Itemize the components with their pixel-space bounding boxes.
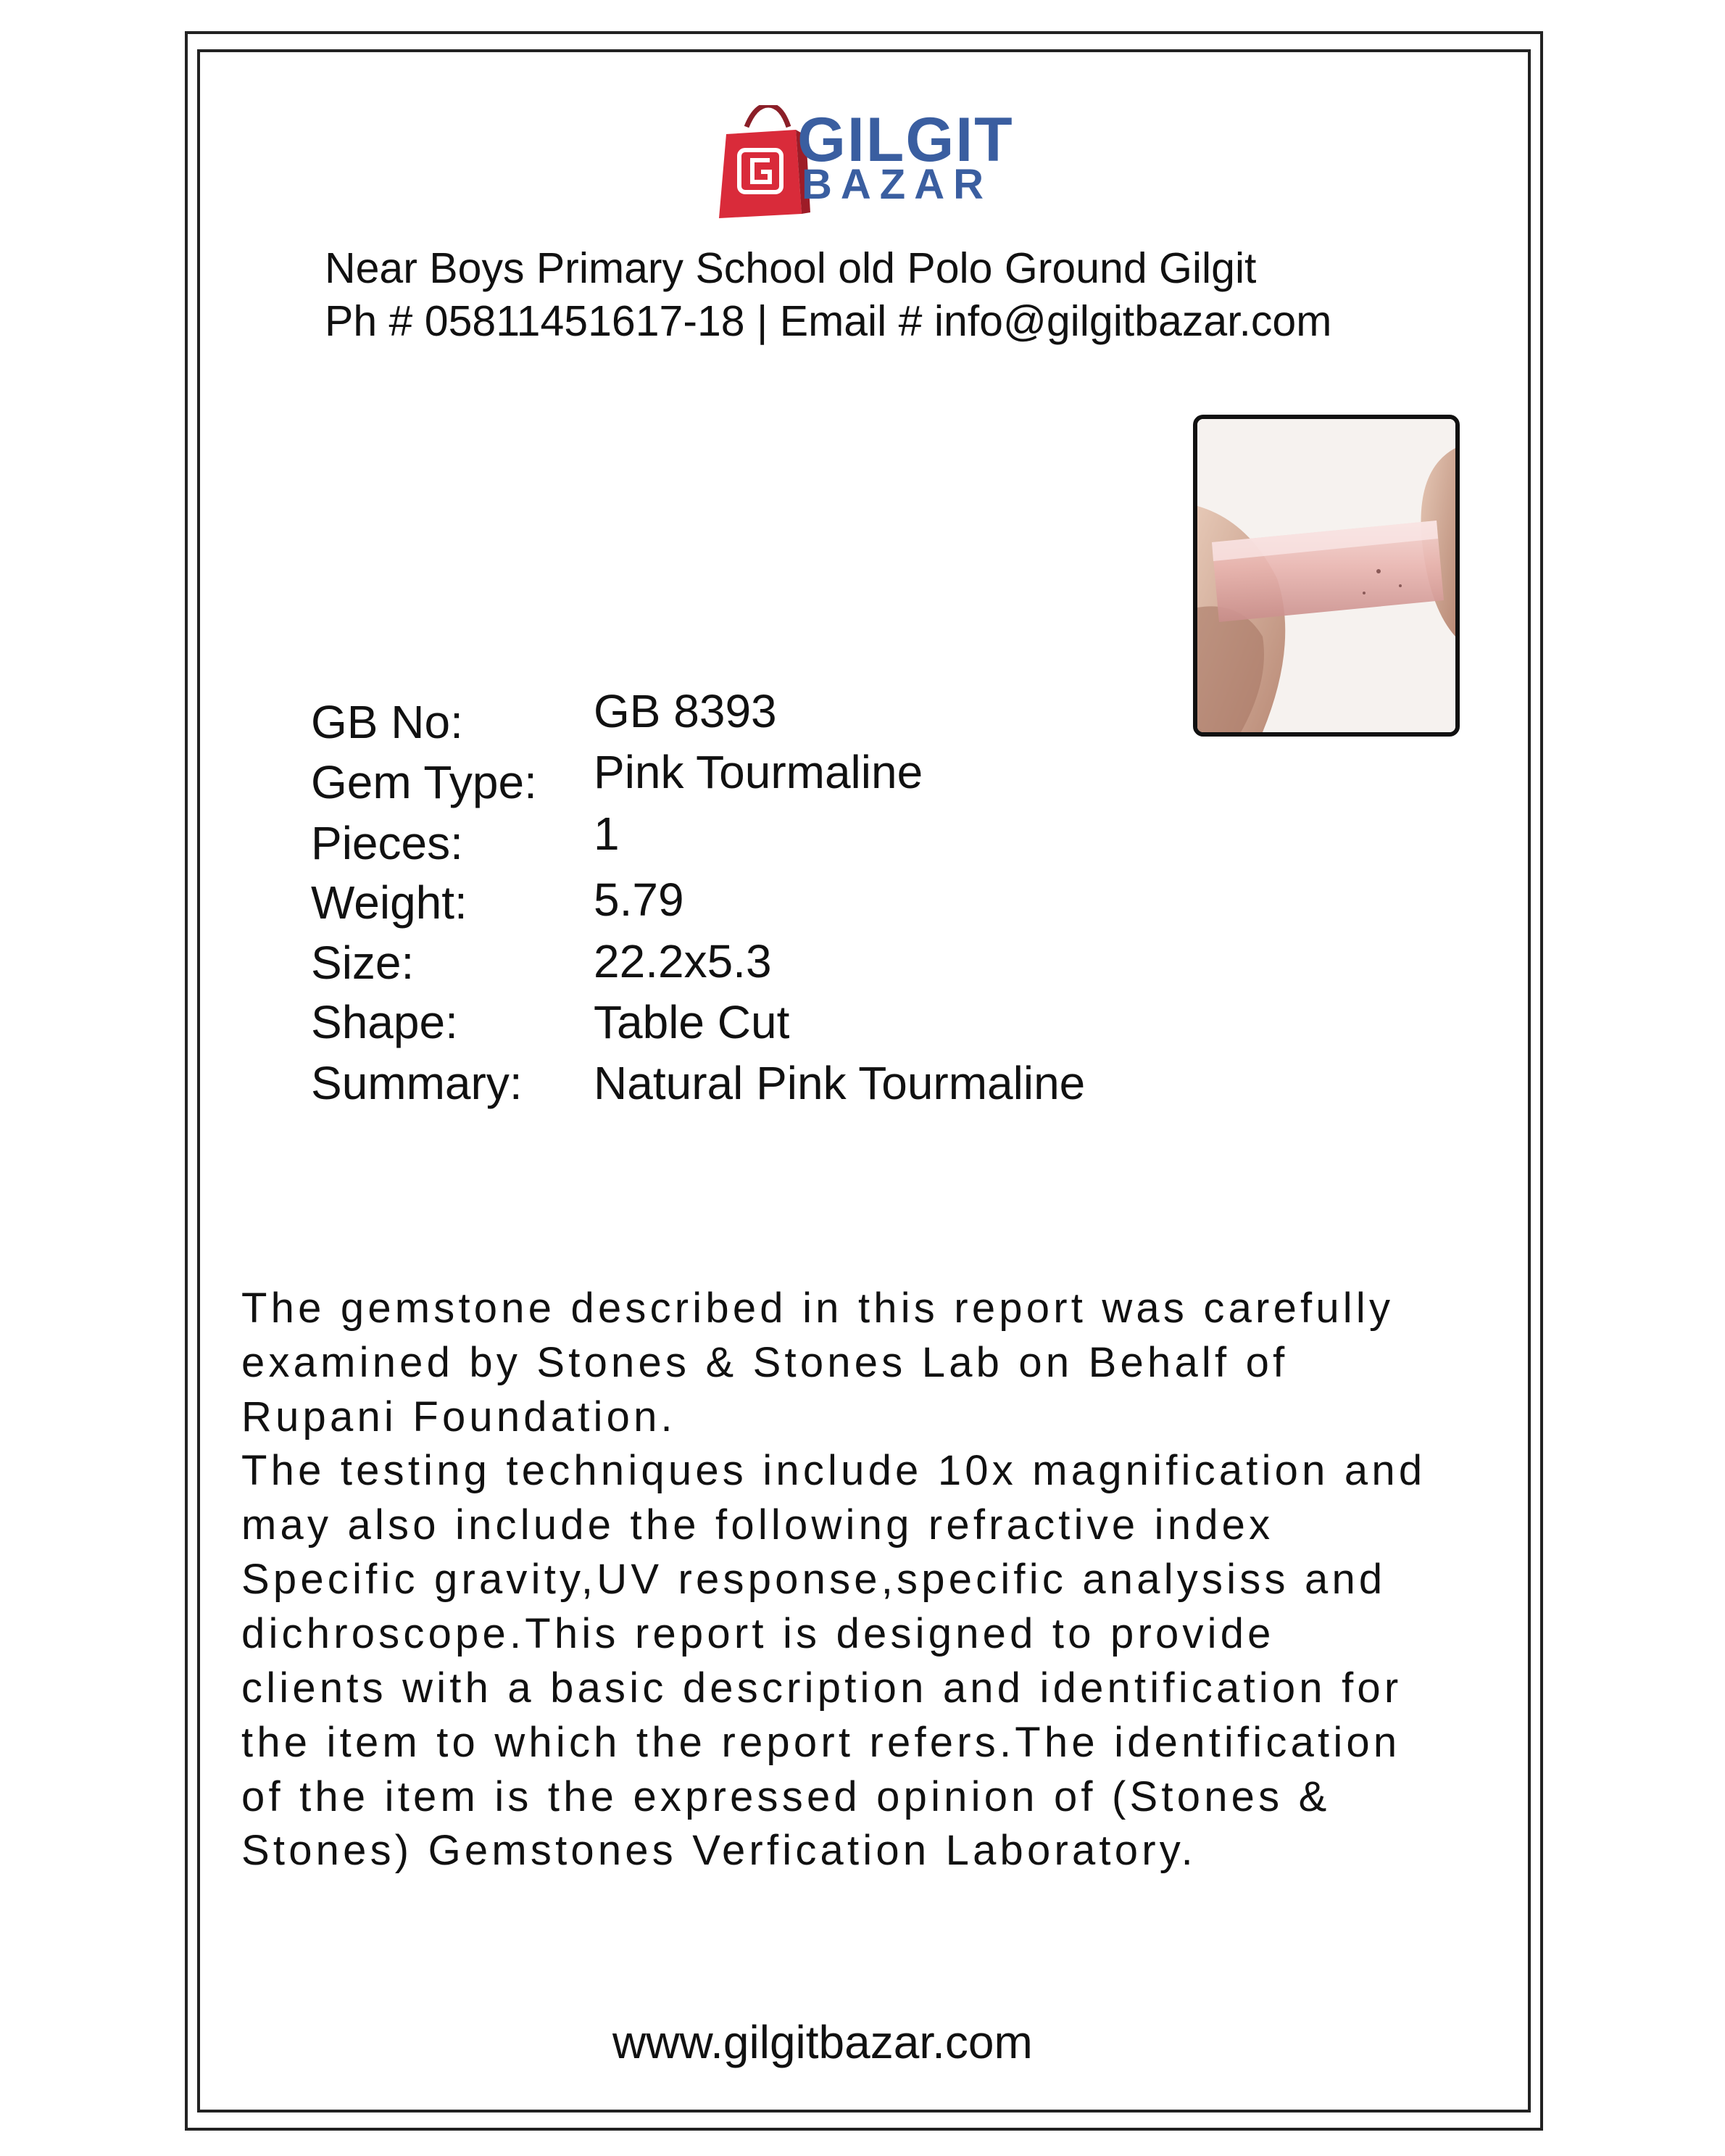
spec-value-shape: Table Cut [594, 996, 790, 1048]
description-line: Rupani Foundation. [241, 1393, 676, 1440]
spec-label-weight: Weight: [311, 876, 467, 929]
spec-value-weight: 5.79 [594, 874, 684, 926]
spec-label-gb-no: GB No: [311, 696, 463, 748]
spec-value-size: 22.2x5.3 [594, 935, 772, 987]
shop-contact: Ph # 05811451617-18 | Email # info@gilgitbazar.com [325, 297, 1332, 345]
spec-label-summary: Summary: [311, 1057, 523, 1109]
spec-value-gb-no: GB 8393 [594, 685, 777, 737]
description-line: the item to which the report refers.The identification [241, 1719, 1401, 1766]
description-line: Specific gravity,UV response,specific analysiss and [241, 1556, 1387, 1603]
spec-label-size: Size: [311, 937, 415, 989]
description-line: The gemstone described in this report was carefully [241, 1285, 1394, 1332]
description-line: of the item is the expressed opinion of (Stones & [241, 1773, 1331, 1820]
pink-tourmaline-image [1197, 419, 1455, 732]
spec-label-gem-type: Gem Type: [311, 756, 537, 808]
description-line: dichroscope.This report is designed to provide [241, 1610, 1275, 1657]
website-link[interactable]: www.gilgitbazar.com [612, 2016, 1033, 2068]
description-line: clients with a basic description and identification for [241, 1664, 1402, 1712]
logo-wordmark-gilgit: GILGIT [797, 105, 1014, 175]
description-line: examined by Stones & Stones Lab on Behalf of [241, 1339, 1289, 1386]
logo-wordmark-bazar: BAZAR [802, 161, 992, 208]
description-line: The testing techniques include 10x magnification and [241, 1447, 1426, 1494]
spec-label-shape: Shape: [311, 996, 458, 1048]
description-line: may also include the following refractive index [241, 1501, 1274, 1548]
gem-photo [1193, 415, 1460, 737]
shop-address: Near Boys Primary School old Polo Ground Gilgit [325, 244, 1257, 292]
spec-label-pieces: Pieces: [311, 817, 463, 869]
spec-value-gem-type: Pink Tourmaline [594, 746, 923, 798]
description-line: Stones) Gemstones Verfication Laboratory. [241, 1827, 1197, 1874]
spec-value-pieces: 1 [594, 808, 620, 860]
spec-value-summary: Natural Pink Tourmaline [594, 1057, 1086, 1109]
